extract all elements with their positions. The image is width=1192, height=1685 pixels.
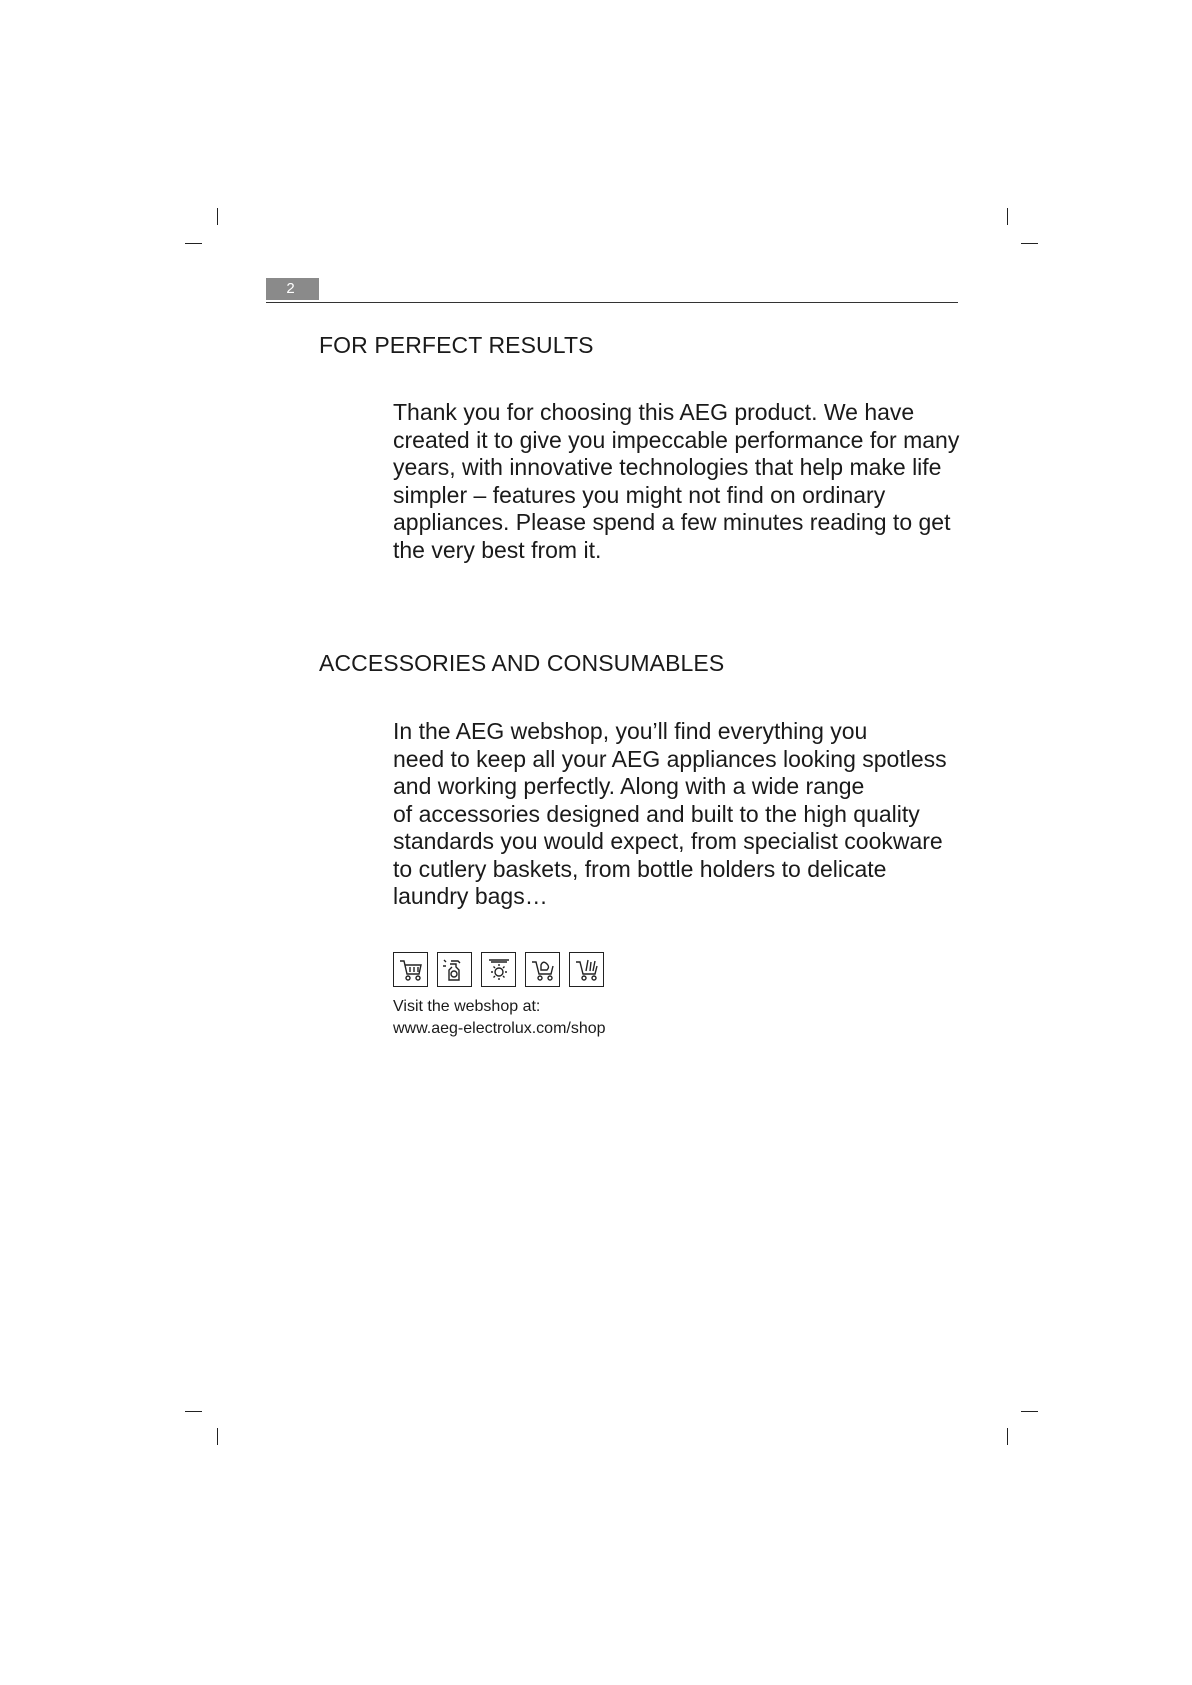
shopping-cart-icon <box>393 952 428 987</box>
cart-with-cutlery-icon <box>569 952 604 987</box>
text-line: to cutlery baskets, from bottle holders to delicate <box>393 855 887 882</box>
crop-mark-bottom-left-vertical <box>217 1428 218 1445</box>
crop-mark-bottom-right-vertical <box>1007 1428 1008 1445</box>
cleaning-spray-icon <box>437 952 472 987</box>
section-body-accessories <box>393 718 973 911</box>
text-line: created it to give you impeccable performance for many <box>393 426 960 453</box>
crop-mark-top-right-vertical <box>1007 208 1008 225</box>
text-line: simpler – features you might not find on ordinary <box>393 481 886 508</box>
section-title-accessories: ACCESSORIES AND CONSUMABLES <box>319 650 725 676</box>
text-line: In the AEG webshop, you’ll find everything you <box>393 718 868 744</box>
crop-mark-top-right-horizontal <box>1021 243 1038 244</box>
cart-with-cookware-icon <box>525 952 560 987</box>
text-line: of accessories designed and built to the high quality <box>393 800 920 827</box>
webshop-url-link[interactable]: www.aeg-electrolux.com/shop <box>393 1020 606 1037</box>
crop-mark-bottom-right-horizontal <box>1021 1411 1038 1412</box>
webshop-icon-row <box>393 952 604 987</box>
text-line: appliances. Please spend a few minutes reading to get <box>393 509 951 535</box>
webshop-info <box>393 996 606 1040</box>
webshop-visit-label: Visit the webshop at: <box>393 998 541 1015</box>
section-title-perfect-results: FOR PERFECT RESULTS <box>319 332 594 358</box>
page-number: 2 <box>266 278 319 300</box>
text-line: Thank you for choosing this AEG product. We have <box>393 399 915 425</box>
text-line: years, with innovative technologies that help make life <box>393 454 942 480</box>
crop-mark-bottom-left-horizontal <box>185 1411 202 1412</box>
spare-part-gear-icon <box>481 952 516 987</box>
text-line: the very best from it. <box>393 536 602 563</box>
header-rule <box>266 302 958 303</box>
text-line: need to keep all your AEG appliances looking spotless <box>393 745 947 772</box>
crop-mark-top-left-horizontal <box>185 243 202 244</box>
section-body-perfect-results <box>393 399 973 564</box>
crop-mark-top-left-vertical <box>217 208 218 225</box>
text-line: and working perfectly. Along with a wide range <box>393 773 865 799</box>
text-line: laundry bags… <box>393 883 548 909</box>
text-line: standards you would expect, from specialist cookware <box>393 828 943 854</box>
